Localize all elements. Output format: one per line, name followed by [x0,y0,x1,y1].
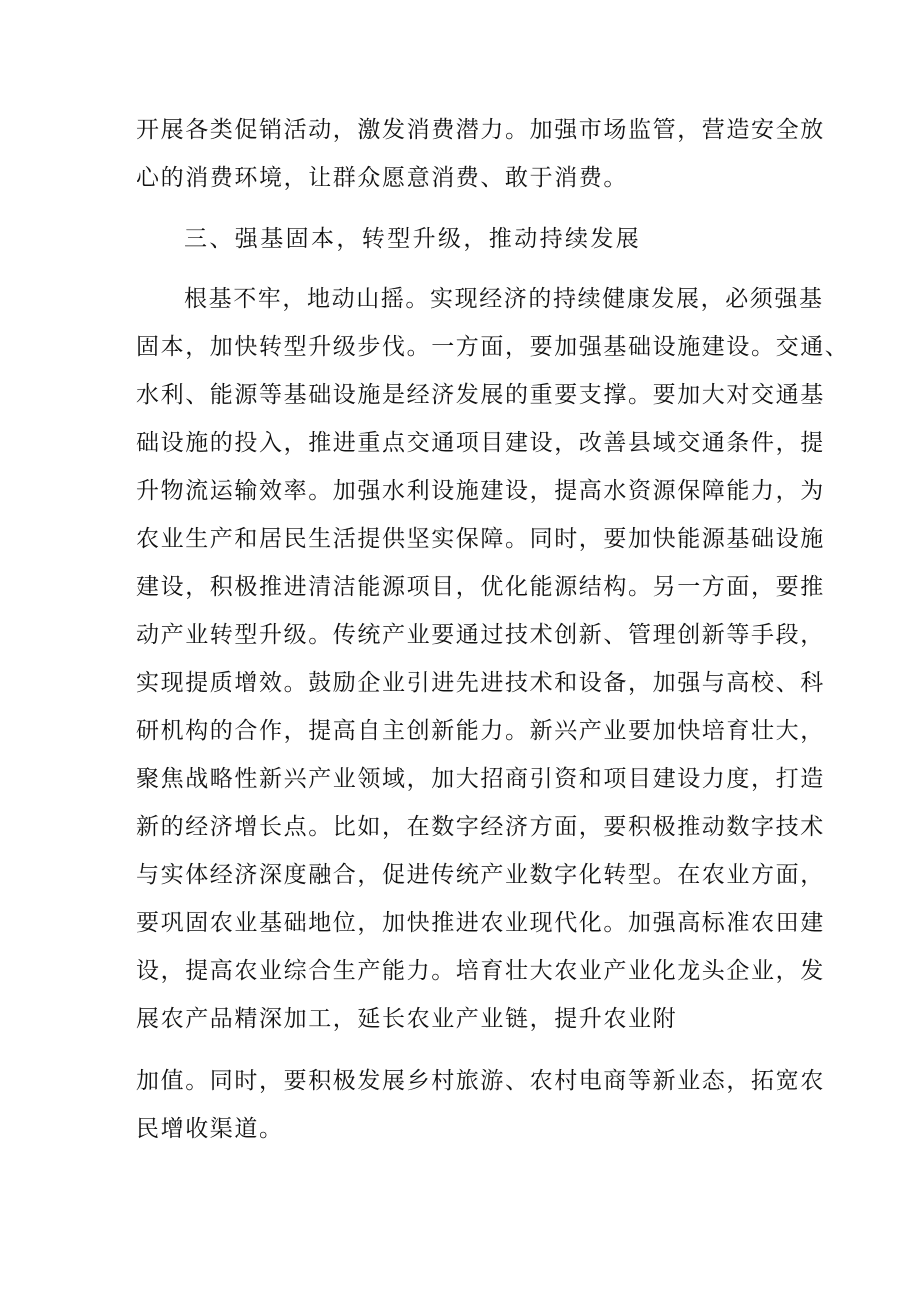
paragraph-line: 要巩固农业基础地位，加快推进农业现代化。加强高标准农田建 [136,910,825,936]
paragraph-line: 农业生产和居民生活提供坚实保障。同时，要加快能源基础设施 [136,526,825,552]
paragraph-line: 水利、能源等基础设施是经济发展的重要支撑。要加大对交通基 [136,382,825,408]
paragraph-line: 民增收渠道。 [136,1116,284,1142]
paragraph-line: 聚焦战略性新兴产业领域，加大招商引资和项目建设力度，打造 [136,766,825,792]
section-heading: 三、强基固本，转型升级，推动持续发展 [184,226,642,252]
paragraph-line: 固本，加快转型升级步伐。一方面，要加强基础设施建设。交通、 [136,334,850,360]
paragraph-line: 研机构的合作，提高自主创新能力。新兴产业要加快培育壮大， [136,718,825,744]
paragraph-line: 开展各类促销活动，激发消费潜力。加强市场监管，营造安全放 [136,117,825,143]
paragraph-line: 动产业转型升级。传统产业要通过技术创新、管理创新等手段， [136,622,825,648]
paragraph-line: 与实体经济深度融合，促进传统产业数字化转型。在农业方面， [136,862,825,888]
paragraph-line: 础设施的投入，推进重点交通项目建设，改善县域交通条件，提 [136,430,825,456]
paragraph-line: 加值。同时，要积极发展乡村旅游、农村电商等新业态，拓宽农 [136,1068,825,1094]
paragraph-line: 实现提质增效。鼓励企业引进先进技术和设备，加强与高校、科 [136,670,825,696]
paragraph-line: 设，提高农业综合生产能力。培育壮大农业产业化龙头企业，发 [136,958,825,984]
paragraph-line: 升物流运输效率。加强水利设施建设，提高水资源保障能力，为 [136,478,825,504]
paragraph-line: 根基不牢，地动山摇。实现经济的持续健康发展，必须强基 [184,286,824,312]
paragraph-line: 展农产品精深加工，延长农业产业链，提升农业附 [136,1006,678,1032]
paragraph-line: 心的消费环境，让群众愿意消费、敢于消费。 [136,165,628,191]
paragraph-line: 建设，积极推进清洁能源项目，优化能源结构。另一方面，要推 [136,574,825,600]
paragraph-line: 新的经济增长点。比如，在数字经济方面，要积极推动数字技术 [136,814,825,840]
